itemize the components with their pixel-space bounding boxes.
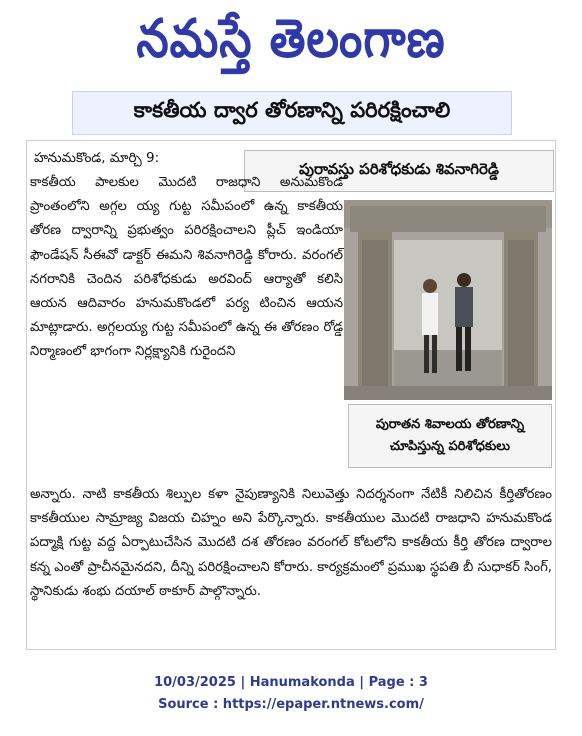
footer-source-line: Source : https://epaper.ntnews.com/ xyxy=(158,697,424,712)
caption-bottom-text xyxy=(376,414,524,458)
article-column xyxy=(30,171,343,365)
footer xyxy=(0,672,582,716)
masthead xyxy=(0,4,582,86)
article-photo xyxy=(344,200,552,400)
footer-date-line: 10/03/2025 | Hanumakonda | Page : 3 xyxy=(154,675,428,690)
temple-gate-photo-icon xyxy=(344,200,552,400)
dateline-text: హనుమకొండ, మార్చి 9: xyxy=(34,150,160,166)
article-full-text-body: అన్నారు. నాటి కాకతీయ శిల్పుల కళా నైపుణ్యానికి నిలువెత్తు నిదర్శనంగా నేటికీ నిలిచిన కీర్తితోరణం కాకతీయుల సామ్రాజ్య విజయ చిహ్నం అని పేర్కొన్నారు. కాకతీయుల మొదటి రాజధాని హనుమకొండ పద్మాక్షి గుట్ట వద్ద ఏర్పాటుచేసిన మొదటి దశ తోరణం వరంగల్ కోటలోని కాకతీయ కీర్తి తోరణ ద్వారాల కన్న ఎంతో ప్రాచీనమైనదని, దీన్ని పరిరక్షించాలని కోరారు. కార్యక్రమంలో ప్రముఖ స్థపతి బీ సుధాకర్ సింగ్, స్థానికుడు శంభు దయాల్ ఠాకూర్ పాల్గొన్నారు. xyxy=(30,487,552,599)
headline-banner xyxy=(72,91,512,135)
dateline xyxy=(26,146,238,170)
article-column-text: కాకతీయ పాలకుల మొదటి రాజధాని అనుమకొండ ప్రాంతంలోని అగ్గల య్య గుట్ట సమీపంలో ఉన్న కాకతీయ తోరణ ద్వారాన్ని ప్రభుత్వం పరిరక్షించాలని ప్లీచ్ ఇండియా ఫౌండేషన్ సీఈవో డాక్టర్ ఈమని శివనాగిరెడ్డి కోరారు. వరంగల్ నగరానికి చెందిన పరిశోధకుడు అరవింద్ ఆర్యాతో కలిసి ఆయన ఆదివారం హనుమకొండలో పర్య టించిన ఆయన మాట్లాడారు. అగ్గలయ్య గుట్ట సమీపంలో ఉన్న ఈ తోరణం రోడ్డ నిర్మాణంలో భాగంగా నిర్లక్ష్యానికి గురైందని xyxy=(30,175,343,360)
caption-bottom-line2: చూపిస్తున్న పరిశోధకులు xyxy=(389,439,510,454)
caption-top-text: పురావస్తు పరిశోధకుడు శివనాగిరెడ్డి xyxy=(298,160,500,178)
newspaper-logo: నమస్తే తెలంగాణ xyxy=(136,7,446,70)
caption-bottom-line1: పురాతన శివాలయ తోరణాన్ని xyxy=(375,417,525,432)
headline: కాకతీయ ద్వార తోరణాన్ని పరిరక్షించాలి xyxy=(133,98,451,122)
article-full-text xyxy=(30,483,552,604)
caption-bottom xyxy=(348,404,552,468)
